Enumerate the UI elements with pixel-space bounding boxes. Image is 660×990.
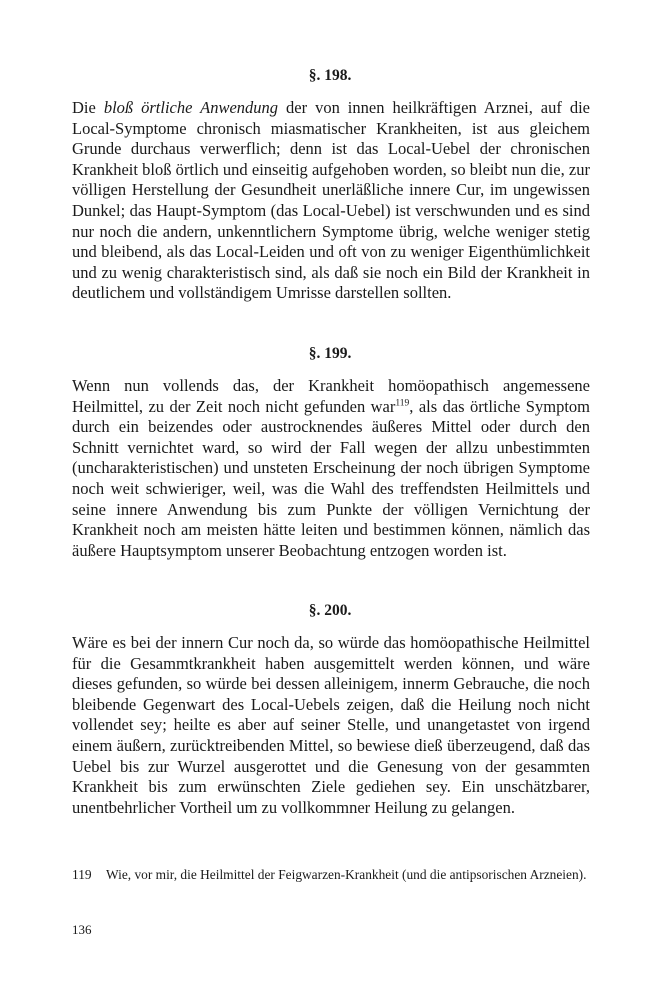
- section-heading-198: §. 198.: [308, 67, 352, 84]
- paragraph-199: [72, 376, 590, 561]
- paragraph-198-rest: der von innen heilkräftigen Arznei, auf die Local-Symptome chronisch miasmatischer Krankheiten, ist aus gleichem Grunde durchaus verwerflich; denn ist das Local-Uebel der chronischen Krankheit bloß örtlich und einseitig aufgehoben worden, so bleibt nun die, zur völligen Herstellung der Gesundheit unerläßliche innere Cur, im ungewissen Dunkel; das Haupt-Symptom (das Local-Uebel) ist verschwunden und es sind nur noch die andern, unkenntlichern Symptome übrig, welche weniger stetig und bleibend, als das Local-Leiden und oft von zu weniger Eigenthümlichkeit und zu wenig charakteristisch sind, als daß sie noch ein Bild der Krankheit in deutlichem und vollständigem Umrisse darstellen sollten.: [72, 98, 591, 303]
- paragraph-198-start: Die: [72, 98, 104, 117]
- paragraph-199-start: Wenn nun vollends das, der Krankheit homöopathisch angemessene Heilmittel, zu der Zeit noch nicht gefunden war: [72, 376, 590, 416]
- section-heading-199: §. 199.: [308, 345, 352, 362]
- page-number: 136: [72, 922, 92, 937]
- paragraph-198: [72, 98, 590, 304]
- paragraph-199-rest: , als das örtliche Symptom durch ein beizendes oder austrocknendes äußeres Mittel oder durch den Schnitt vernichtet ward, so wird der Fall wegen der allzu unbestimmten (uncharakteristischen) und unsteten Erscheinung der noch übrigen Symptome noch weit schwieriger, weil, was die Wahl des treffendsten Heilmittels und seine innere Anwendung bis zum Punkte der völligen Vernichtung der Krankheit noch am meisten hätte leiten und bestimmen können, nämlich das äußere Hauptsymptom unserer Beobachtung entzogen worden ist.: [72, 396, 590, 560]
- paragraph-200: Wäre es bei der innern Cur noch da, so würde das homöopathische Heilmittel für die Gesammtkrankheit haben ausgemittelt werden können, und wäre dieses gefunden, so würde bei dessen alleinigem, innerm Gebrauche, die noch bleibende Gegenwart des Local-Uebels zeigen, daß die Heilung noch nicht vollendet sey; heilte es aber auf seiner Stelle, und unangetastet von irgend einem äußern, zurücktreibenden Mittel, so bewiese dieß überzeugend, daß das Uebel bis zur Wurzel ausgerottet und die Genesung von der gesammten Krankheit bis zum erwünschten Ziele gediehen sey. Ein unschätzbarer, unentbehrlicher Vortheil um zu vollkommner Heilung zu gelangen.: [72, 633, 590, 817]
- emphasis-text: bloß örtliche Anwendung: [103, 98, 279, 117]
- footnote-text: Wie, vor mir, die Heilmittel der Feigwarzen-Krankheit (und die antipsorischen Arzneien).: [106, 867, 587, 882]
- footnote-reference[interactable]: 119: [395, 398, 410, 409]
- section-heading-200: §. 200.: [308, 602, 352, 619]
- footnote: [72, 866, 590, 884]
- footnote-number: 119: [72, 867, 92, 882]
